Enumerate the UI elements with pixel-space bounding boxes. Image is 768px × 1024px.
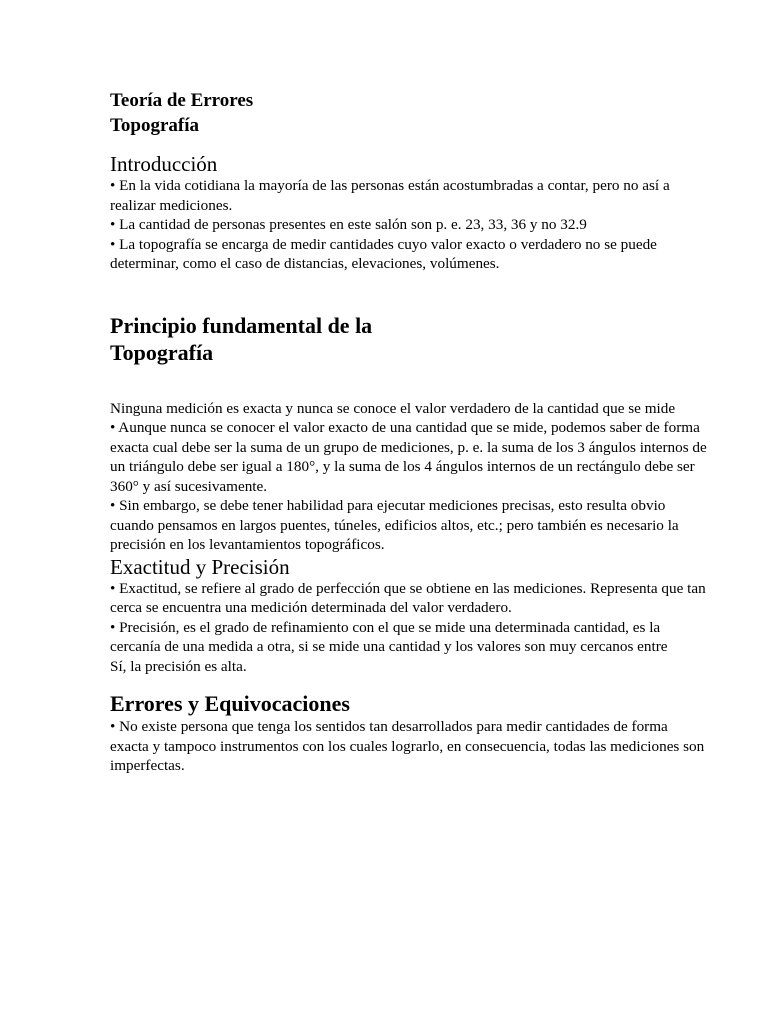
exactitud-paragraph-3: Sí, la precisión es alta. — [110, 657, 247, 675]
document-subtitle: Topografía — [110, 115, 200, 136]
exactitud-paragraph-1: • Exactitud, se refiere al grado de perfección que se obtiene en las mediciones. Representa que tan cerca se encuentra una medición determinada del valor verdadero. — [110, 579, 706, 616]
intro-paragraph-2: • La cantidad de personas presentes en este salón son p. e. 23, 33, 36 y no 32.9 — [110, 216, 587, 233]
errores-heading: Errores y Equivocaciones — [110, 691, 350, 716]
principio-heading-line1: Principio fundamental de la — [110, 312, 373, 338]
intro-paragraph-1: • En la vida cotidiana la mayoría de las personas están acostumbradas a contar, pero no así a realizar mediciones. — [110, 177, 670, 214]
intro-paragraph-3: • La topografía se encarga de medir cantidades cuyo valor exacto o verdadero no se puede determinar, como el caso de distancias, elevaciones, volúmenes. — [110, 235, 657, 272]
document-title: Teoría de Errores — [110, 90, 254, 111]
principio-paragraph-1: Ninguna medición es exacta y nunca se conoce el valor verdadero de la cantidad que se mide — [110, 399, 676, 417]
errores-paragraph-1: • No existe persona que tenga los sentidos tan desarrollados para medir cantidades de forma exacta y tampoco instrumentos con los cuales lograrlo, en consecuencia, todas las mediciones son imperfectas. — [110, 718, 705, 774]
principio-heading-line2: Topografía — [110, 339, 214, 365]
principio-paragraph-2: • Aunque nunca se conocer el valor exacto de una cantidad que se mide, podemos saber de forma exacta cual debe ser la suma de un grupo de mediciones, p. e. la suma de los 3 ángulos internos de un triángulo debe ser igual a 180°, y la suma de los 4 ángulos internos de un rectángulo debe ser 360° y así sucesivamente. — [110, 419, 707, 495]
exactitud-paragraph-2: • Precisión, es el grado de refinamiento con el que se mide una determinada cantidad, es la cercanía de una medida a otra, si se mide una cantidad y los valores son muy cercanos entre — [110, 618, 668, 655]
intro-heading: Introducción — [110, 152, 218, 176]
principio-paragraph-3: • Sin embargo, se debe tener habilidad para ejecutar mediciones precisas, esto resulta obvio cuando pensamos en largos puentes, túneles, edificios altos, etc.; pero también es necesario la precisión en los levantamientos topográficos. — [110, 497, 679, 553]
document-page — [110, 88, 710, 776]
exactitud-heading: Exactitud y Precisión — [110, 554, 290, 579]
